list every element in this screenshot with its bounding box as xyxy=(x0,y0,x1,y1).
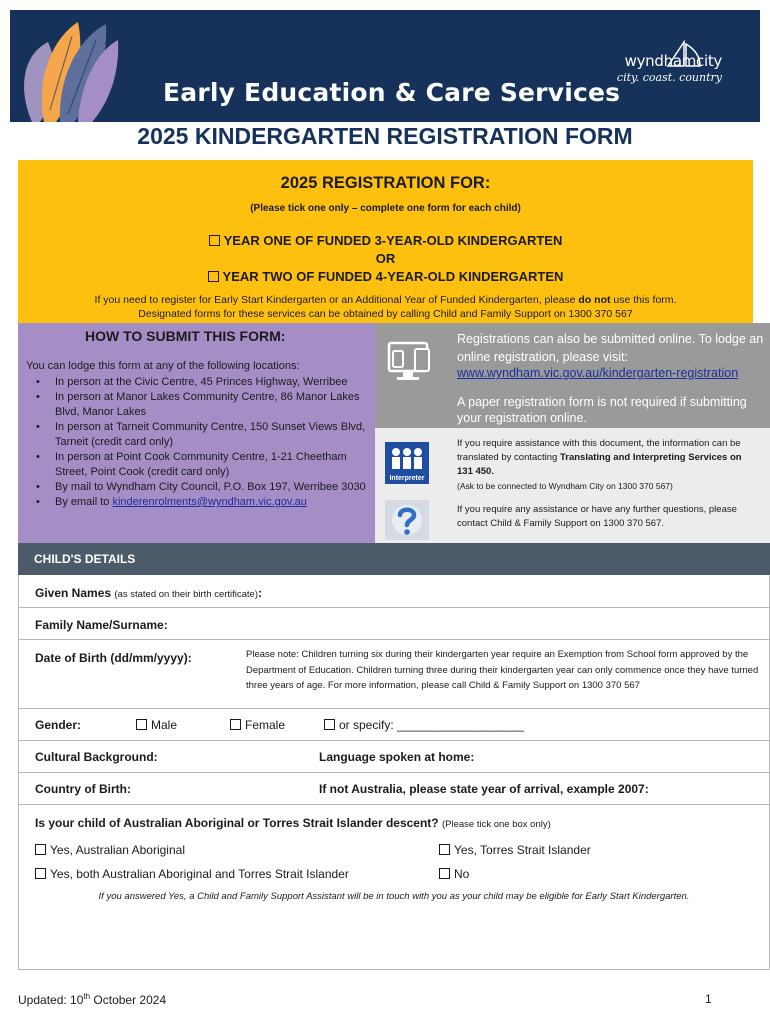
family-name-label: Family Name/Surname: xyxy=(35,618,168,632)
gender-male-option[interactable] xyxy=(136,718,177,732)
atsi-question xyxy=(35,816,551,830)
interpreter-figures-icon xyxy=(385,442,429,484)
list-item xyxy=(26,495,371,510)
atsi-hint: (Please tick one box only) xyxy=(441,819,551,830)
registration-for-section xyxy=(18,160,753,323)
given-names-colon: : xyxy=(258,586,263,600)
note-emphasis: do not xyxy=(578,294,611,306)
list-item: • In person at Tarneit Community Centre, 150 Sunset Views Blvd, Tarneit (credit card only) xyxy=(26,420,371,450)
updated-date xyxy=(18,992,166,1007)
option-3-year-old-label: YEAR ONE OF FUNDED 3-YEAR-OLD KINDERGARTEN xyxy=(223,233,563,248)
checkbox-specify[interactable] xyxy=(324,719,335,730)
online-registration-section xyxy=(375,323,770,428)
option-3-year-old[interactable] xyxy=(18,233,753,248)
year-of-arrival-label: If not Australia, please state year of arrival, example 2007: xyxy=(319,782,649,796)
translation-info xyxy=(457,437,757,494)
checkbox-4-year-old[interactable] xyxy=(208,271,219,282)
atsi-option-no[interactable] xyxy=(439,867,469,881)
note-text: If you need to register for Early Start Kindergarten or an Additional Year of Funded Kindergarten, please xyxy=(94,294,579,306)
no-label: No xyxy=(454,867,470,881)
question-mark-icon xyxy=(385,500,429,540)
leaf-logo-graphic xyxy=(10,10,150,122)
how-to-submit-title: HOW TO SUBMIT THIS FORM: xyxy=(85,328,286,344)
list-item: • In person at the Civic Centre, 45 Princes Highway, Werribee xyxy=(26,375,371,390)
language-label: Language spoken at home: xyxy=(319,750,475,764)
atsi-section xyxy=(19,805,769,970)
how-to-submit-section xyxy=(18,323,375,543)
given-names-row[interactable] xyxy=(19,575,769,608)
male-label: Male xyxy=(151,718,178,732)
note-text-end: use this form. xyxy=(610,294,677,306)
updated-suffix: October 2024 xyxy=(90,993,167,1007)
given-names-label xyxy=(35,586,262,600)
support-contact-info: If you require any assistance or have any further questions, please contact Child & Family Support on 1300 370 567. xyxy=(457,504,737,529)
assistance-section xyxy=(375,428,770,543)
checkbox-3-year-old[interactable] xyxy=(209,235,220,246)
checkbox-torres-strait[interactable] xyxy=(439,844,450,855)
designated-forms-note: Designated forms for these services can be obtained by calling Child and Family Support on 1300 370 567 xyxy=(138,308,633,320)
translation-text: If you require assistance with this document, the information can be translated by contacting xyxy=(457,438,741,463)
childs-details-table xyxy=(18,575,770,970)
sail-icon xyxy=(664,40,704,70)
atsi-option-torres-strait[interactable] xyxy=(439,843,591,857)
dob-label: Date of Birth (dd/mm/yyyy): xyxy=(35,651,192,665)
updated-prefix: Updated: 10 xyxy=(18,993,84,1007)
how-to-submit-intro: You can lodge this form at any of the following locations: xyxy=(26,360,300,372)
logo-wordmark: wyndhamcity xyxy=(624,52,722,70)
aboriginal-label: Yes, Australian Aboriginal xyxy=(50,843,185,857)
wyndham-city-logo xyxy=(617,52,722,84)
page-number: 1 xyxy=(705,992,712,1006)
email-prefix: By email to xyxy=(55,496,113,508)
option-4-year-old[interactable] xyxy=(18,269,753,284)
cultural-language-row[interactable] xyxy=(19,741,769,773)
form-title: 2025 KINDERGARTEN REGISTRATION FORM xyxy=(137,123,633,149)
cultural-background-label: Cultural Background: xyxy=(35,750,158,764)
atsi-question-text: Is your child of Australian Aboriginal or Torres Strait Islander descent? xyxy=(35,816,439,830)
online-text: Registrations can also be submitted online. To lodge an online registration, please visit: xyxy=(457,332,764,364)
given-names-hint: (as stated on their birth certificate) xyxy=(114,589,259,600)
early-start-note xyxy=(18,294,753,306)
registration-url-link[interactable]: www.wyndham.vic.gov.au/kindergarten-registration xyxy=(457,366,739,380)
country-row[interactable] xyxy=(19,773,769,805)
atsi-option-both[interactable] xyxy=(35,867,349,881)
question-glyph-icon xyxy=(385,500,429,540)
registration-heading: 2025 REGISTRATION FOR: xyxy=(280,174,491,192)
tis-number: Translating and Interpreting Services on 131 450. xyxy=(457,452,742,477)
female-label: Female xyxy=(245,718,286,732)
list-item: • In person at Manor Lakes Community Centre, 86 Manor Lakes Blvd, Manor Lakes xyxy=(26,390,371,420)
checkbox-male[interactable] xyxy=(136,719,147,730)
childs-details-heading: CHILD'S DETAILS xyxy=(18,543,770,575)
specify-label: or specify: ___________________ xyxy=(339,718,524,732)
checkbox-no[interactable] xyxy=(439,868,450,879)
checkbox-aboriginal[interactable] xyxy=(35,844,46,855)
atsi-option-aboriginal[interactable] xyxy=(35,843,185,857)
or-label: OR xyxy=(375,251,396,266)
both-label: Yes, both Australian Aboriginal and Torres Strait Islander xyxy=(50,867,349,881)
checkbox-female[interactable] xyxy=(230,719,241,730)
updated-sup: th xyxy=(83,992,91,1001)
header-banner xyxy=(10,10,760,122)
banner-title: Early Education & Care Services xyxy=(163,78,621,107)
atsi-footnote: If you answered Yes, a Child and Family Support Assistant will be in touch with you as your child may be eligible for Early Start Kindergarten. xyxy=(98,891,690,902)
list-item: • By mail to Wyndham City Council, P.O. Box 197, Werribee 3030 xyxy=(26,480,371,495)
tis-connect-note: (Ask to be connected to Wyndham City on 1300 370 567) xyxy=(457,481,673,491)
checkbox-both[interactable] xyxy=(35,868,46,879)
gender-row xyxy=(19,709,769,741)
family-name-row[interactable] xyxy=(19,608,769,640)
devices-icon xyxy=(385,335,435,387)
country-of-birth-label: Country of Birth: xyxy=(35,782,131,796)
interpreter-icon xyxy=(385,442,429,484)
email-link[interactable]: kinderenrolments@wyndham.vic.gov.au xyxy=(112,496,307,508)
dob-note: Please note: Children turning six during their kindergarten year require an Exemption from School form approved by the Department of Education. Children turning three during their kindergarten year can only commence once they have turned three years of age. For more information, please call Child & Family Support on 1300 370 567 xyxy=(246,649,759,691)
list-item: • In person at Point Cook Community Centre, 1-21 Cheetham Street, Point Cook (credit card only) xyxy=(26,450,371,480)
gender-label: Gender: xyxy=(35,718,82,732)
gender-specify-option[interactable] xyxy=(324,718,524,732)
gender-female-option[interactable] xyxy=(230,718,285,732)
submission-locations-list xyxy=(26,375,371,510)
torres-strait-label: Yes, Torres Strait Islander xyxy=(454,843,591,857)
option-4-year-old-label: YEAR TWO OF FUNDED 4-YEAR-OLD KINDERGARTEN xyxy=(222,269,564,284)
dob-row[interactable] xyxy=(19,640,769,709)
logo-tagline: city. coast. country xyxy=(616,71,722,84)
given-names-text: Given Names xyxy=(35,586,112,600)
registration-instruction: (Please tick one only – complete one form for each child) xyxy=(250,203,521,214)
interpreter-label: Interpreter xyxy=(389,475,425,482)
online-paper-note: A paper registration form is not required if submitting your registration online. xyxy=(457,395,747,425)
